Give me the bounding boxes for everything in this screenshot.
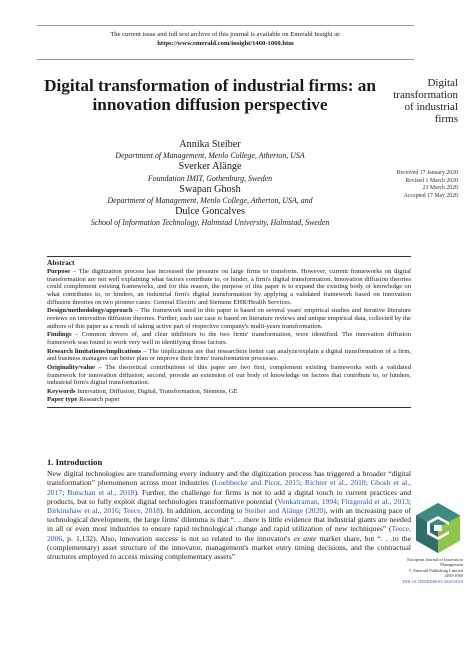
purpose-text: – The digitization process has increased the pressure on large firms to transform. However, current frameworks on digital transformation are not well explaining what factors contribute to, or hinder, a firm's digital transformation. Innovation diffusion theories could complement existing frameworks, and for this reason, the purpose of this paper is to expand the existing body of knowledge on what contributes to, or hinders, an industrial firm's digital transformation by applying a validated framework based on innovation diffusion theories on two pioneer cases: General Electric and Siemens EHR/Health Services. <box>47 267 411 306</box>
author-name: Sverker Alänge <box>178 161 242 173</box>
abstract-section <box>47 256 411 408</box>
introduction-heading: 1. Introduction <box>47 457 103 467</box>
body-text: ; <box>336 496 342 506</box>
originality-text: – The theoretical contributions of this paper are two first, complement existing frameworks with a validated framework for innovation diffusion; second, provide an extension of our body of knowledge on factors that contribute to, or hinders, industrial firm's digital transformation. <box>47 363 411 387</box>
keywords-text: Innovation, Diffusion, Digital, Transformation, Siemens, GE <box>75 387 238 395</box>
emerald-logo-icon <box>416 503 460 553</box>
limitations-label: Research limitations/implications <box>47 347 142 355</box>
copyright-notice: © Emerald Publishing Limited <box>408 567 463 573</box>
abstract-top-rule <box>47 256 411 257</box>
emerald-logo-svg <box>416 503 460 553</box>
citation-link[interactable]: Venkatraman, 1994 <box>277 496 337 506</box>
journal-access-header <box>37 25 414 60</box>
purpose-label: Purpose <box>47 267 71 275</box>
body-text: , with an increasing pace of technological development, the large firms' dilemma is that “. . .there is little evidence that industrial giants are needed in all or even most industries to ensure rapid technological change and rapid utilization of new techniques” ( <box>47 506 412 534</box>
citation-link[interactable]: Butschan et al., 2018 <box>67 487 135 497</box>
body-text: ). In addition, according to <box>159 506 245 516</box>
body-text: , p. 1,132). Also, innovation success is not so related to the innovator's <box>62 533 294 543</box>
body-text: ; <box>62 487 68 497</box>
introduction-paragraph <box>47 469 411 561</box>
abstract-keywords <box>47 388 411 396</box>
author-name: Swapan Ghosh <box>179 183 241 195</box>
abstract-paper-type <box>47 396 411 404</box>
journal-name: European Journal of Innovation Management <box>407 557 463 568</box>
author-name: Dulce Goncalves <box>175 206 245 218</box>
findings-text: – Common drivers of, and clear inhibitors to the two firms' transformation, were identified. The innovation diffusion framework was found to work very well in identifying those factors. <box>47 331 411 347</box>
findings-label: Findings <box>47 331 72 339</box>
running-head-line: Digital <box>427 77 458 89</box>
abstract-originality <box>47 364 411 387</box>
abstract-design <box>47 307 411 330</box>
running-head-line: transformation <box>393 89 458 101</box>
keywords-label: Keywords <box>47 387 76 395</box>
body-text: ; <box>365 478 371 488</box>
issn: 1460-1060 <box>443 573 463 579</box>
abstract-findings <box>47 331 411 347</box>
date-line: 23 March 2020 <box>422 185 458 192</box>
body-text: New digital technologies are transforming every industry and the digitization process has triggered a broader “digital transformation” phenomenon across most industries ( <box>47 469 411 488</box>
paper-type-text: Research paper <box>77 396 120 404</box>
author-affiliation: Department of Management, Menlo College, Atherton, USA, and <box>107 196 313 206</box>
journal-url-link[interactable]: https://www.emerald.com/insight/1460-1060.htm <box>157 40 294 47</box>
running-head-line: of industrial <box>404 101 458 113</box>
citation-link[interactable]: Ghosh et al., 2017 <box>47 478 411 497</box>
doi-link[interactable]: DOI 10.1108/EJIM-01-2020-0018 <box>402 578 463 584</box>
body-text: market share, but “. . .to the (complementary) asset structure of the innovator, management's market entry timing decisions, and the contractual structures employed to access missing complementary assets” <box>47 533 412 562</box>
limitations-text: – The implications are that researchers better can analyze/explain a digital transformation of a firm, and business managers can better plan or improve their firms' transformation processes. <box>47 347 411 363</box>
citation-link[interactable]: Teece, 2018 <box>123 506 160 516</box>
citation-link[interactable]: Teece, 2006 <box>47 524 411 543</box>
design-label: Design/methodology/approach <box>47 307 133 315</box>
author-affiliation: Foundation IMIT, Gothenburg, Sweden <box>147 173 273 183</box>
journal-info <box>385 557 463 584</box>
paper-type-label: Paper type <box>47 396 78 404</box>
abstract-limitations <box>47 348 411 364</box>
paper-title: Digital transformation of industrial firms: an innovation diffusion perspective <box>44 76 376 114</box>
design-text: – The framework used in this paper is based on several years' empirical studies and iterative literature reviews on innovation diffusion theories. Further, each use case is based on literature reviews and unique empirical data, collected by the authors of this paper as a result of taking active part of respective company's multi-years transformation. <box>47 307 411 330</box>
date-line: Accepted 17 May 2020 <box>403 192 458 199</box>
originality-label: Originality/value <box>47 363 95 371</box>
running-head <box>382 77 458 125</box>
citation-link[interactable]: Loebbecke and Picot, 2015 <box>214 478 300 488</box>
introduction-section <box>47 458 411 561</box>
date-line: Received 17 January 2020 <box>396 170 458 176</box>
citation-link[interactable]: Birkinshaw et al., 2016 <box>47 506 119 516</box>
body-text: ). Further, the challenge for firms is not to add a digital touch to current practices and products, but to fully exploit digital technologies transformative potential ( <box>47 487 411 506</box>
running-head-line: firms <box>434 113 458 125</box>
author-name: Annika Steiber <box>179 139 241 150</box>
access-notice: The current issue and full text archive of this journal is available on Emerald Insight at: <box>110 31 341 38</box>
author-list <box>40 139 380 229</box>
abstract-heading: Abstract <box>47 258 75 267</box>
citation-link[interactable]: Fitzgerald et al., 2013 <box>341 496 409 506</box>
abstract-purpose <box>47 268 411 307</box>
body-text: ; <box>299 478 305 488</box>
body-text: ; <box>118 506 124 516</box>
date-line: Revised 1 March 2020 <box>405 177 458 184</box>
submission-dates <box>380 170 458 200</box>
citation-link[interactable]: Richter et al., 2018 <box>304 478 366 488</box>
author-affiliation: Department of Management, Menlo College, Atherton, USA <box>115 151 305 161</box>
body-text-italic: ex ante <box>293 533 317 543</box>
author-affiliation: School of Information Technology, Halmstad University, Halmstad, Sweden <box>90 218 330 228</box>
abstract-bottom-rule <box>47 407 411 408</box>
citation-link[interactable]: Steiber and Alänge (2020) <box>244 506 326 516</box>
body-text: ; <box>408 496 411 506</box>
